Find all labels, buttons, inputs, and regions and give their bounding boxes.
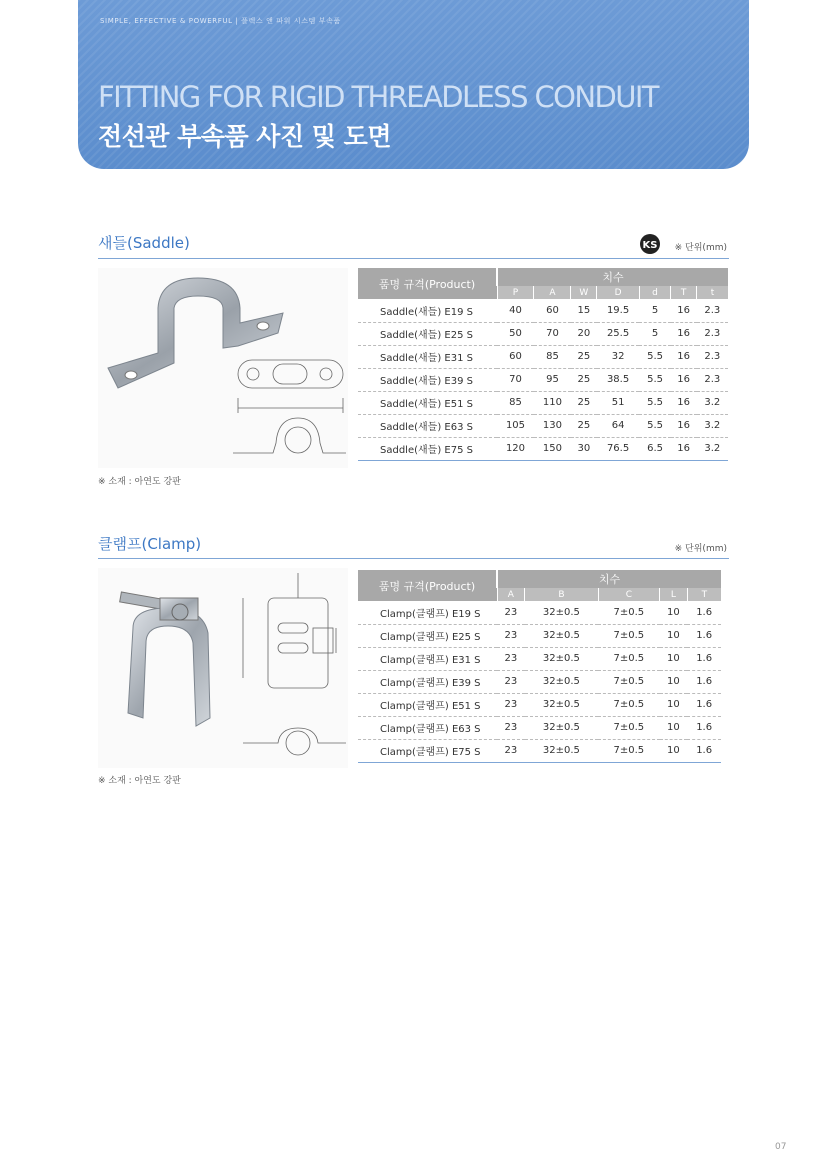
dimension-cell: 10 <box>660 693 688 716</box>
table-row <box>358 437 728 460</box>
dimension-cell: 60 <box>497 345 534 368</box>
table-row <box>358 716 721 739</box>
page-number: 07 <box>775 1142 787 1152</box>
table-row <box>358 601 721 624</box>
saddle-col-header: t <box>697 286 728 299</box>
dimension-cell: 32±0.5 <box>525 739 598 762</box>
dimension-cell: 40 <box>497 299 534 322</box>
clamp-col-header: T <box>687 588 721 601</box>
page-title-korean: 전선관 부속품 사진 및 도면 <box>98 122 391 151</box>
dimension-cell: 32±0.5 <box>525 693 598 716</box>
dimension-cell: 10 <box>660 739 688 762</box>
product-name-cell: Clamp(클램프) E19 S <box>358 601 497 624</box>
product-name-cell: Clamp(클램프) E51 S <box>358 693 497 716</box>
dimension-cell: 20 <box>571 322 597 345</box>
dimension-cell: 19.5 <box>597 299 640 322</box>
clamp-dimension-header: 치수 <box>497 570 721 588</box>
dimension-cell: 7±0.5 <box>598 670 659 693</box>
dimension-cell: 7±0.5 <box>598 693 659 716</box>
dimension-cell: 23 <box>497 739 525 762</box>
clamp-col-header: C <box>598 588 659 601</box>
product-name-cell: Saddle(새들) E25 S <box>358 322 497 345</box>
dimension-cell: 5.5 <box>639 368 670 391</box>
product-name-cell: Clamp(클램프) E31 S <box>358 647 497 670</box>
dimension-cell: 7±0.5 <box>598 601 659 624</box>
dimension-cell: 1.6 <box>687 716 721 739</box>
saddle-product-header: 품명 규격(Product) <box>358 268 497 299</box>
dimension-cell: 1.6 <box>687 739 721 762</box>
dimension-cell: 7±0.5 <box>598 716 659 739</box>
product-name-cell: Saddle(새들) E51 S <box>358 391 497 414</box>
clamp-col-header: A <box>497 588 525 601</box>
dimension-cell: 10 <box>660 624 688 647</box>
dimension-cell: 60 <box>534 299 571 322</box>
table-row <box>358 647 721 670</box>
page-header-banner <box>78 0 749 169</box>
table-row <box>358 391 728 414</box>
clamp-product-header: 품명 규격(Product) <box>358 570 497 601</box>
dimension-cell: 16 <box>671 368 697 391</box>
dimension-cell: 64 <box>597 414 640 437</box>
dimension-cell: 1.6 <box>687 670 721 693</box>
dimension-cell: 25 <box>571 368 597 391</box>
dimension-cell: 23 <box>497 670 525 693</box>
dimension-cell: 3.2 <box>697 391 728 414</box>
clamp-technical-drawing <box>243 573 346 755</box>
saddle-col-header: A <box>534 286 571 299</box>
dimension-cell: 10 <box>660 716 688 739</box>
dimension-cell: 25.5 <box>597 322 640 345</box>
saddle-technical-drawing <box>233 360 346 453</box>
product-name-cell: Saddle(새들) E31 S <box>358 345 497 368</box>
dimension-cell: 16 <box>671 391 697 414</box>
saddle-photo <box>108 278 283 388</box>
dimension-cell: 5 <box>639 299 670 322</box>
table-row <box>358 299 728 322</box>
dimension-cell: 10 <box>660 601 688 624</box>
dimension-cell: 23 <box>497 624 525 647</box>
dimension-cell: 32±0.5 <box>525 647 598 670</box>
table-row <box>358 414 728 437</box>
saddle-col-header: d <box>639 286 670 299</box>
dimension-cell: 16 <box>671 345 697 368</box>
dimension-cell: 70 <box>497 368 534 391</box>
product-name-cell: Clamp(클램프) E39 S <box>358 670 497 693</box>
clamp-col-header: L <box>660 588 688 601</box>
saddle-section-rule <box>98 258 729 259</box>
dimension-cell: 15 <box>571 299 597 322</box>
saddle-spec-table <box>358 268 728 461</box>
ks-certification-icon <box>639 233 661 255</box>
product-name-cell: Clamp(클램프) E75 S <box>358 739 497 762</box>
dimension-cell: 3.2 <box>697 414 728 437</box>
dimension-cell: 6.5 <box>639 437 670 460</box>
dimension-cell: 3.2 <box>697 437 728 460</box>
page-title-english: FITTING FOR RIGID THREADLESS CONDUIT <box>98 80 658 114</box>
saddle-col-header: W <box>571 286 597 299</box>
dimension-cell: 23 <box>497 647 525 670</box>
dimension-cell: 1.6 <box>687 647 721 670</box>
dimension-cell: 105 <box>497 414 534 437</box>
dimension-cell: 16 <box>671 299 697 322</box>
table-row <box>358 345 728 368</box>
dimension-cell: 16 <box>671 414 697 437</box>
clamp-section-title: 클램프(Clamp) <box>98 535 202 553</box>
dimension-cell: 110 <box>534 391 571 414</box>
dimension-cell: 1.6 <box>687 624 721 647</box>
dimension-cell: 5 <box>639 322 670 345</box>
saddle-table-body <box>358 299 728 460</box>
dimension-cell: 7±0.5 <box>598 739 659 762</box>
dimension-cell: 95 <box>534 368 571 391</box>
dimension-cell: 51 <box>597 391 640 414</box>
header-tagline: SIMPLE, EFFECTIVE & POWERFUL | 플렉스 앤 파워 시스템 부속품 <box>100 17 341 25</box>
clamp-illustration <box>98 568 348 768</box>
dimension-cell: 76.5 <box>597 437 640 460</box>
dimension-cell: 120 <box>497 437 534 460</box>
dimension-cell: 1.6 <box>687 693 721 716</box>
product-name-cell: Saddle(새들) E63 S <box>358 414 497 437</box>
dimension-cell: 25 <box>571 414 597 437</box>
clamp-photo <box>120 592 210 726</box>
table-row <box>358 624 721 647</box>
product-name-cell: Saddle(새들) E19 S <box>358 299 497 322</box>
dimension-cell: 10 <box>660 647 688 670</box>
dimension-cell: 5.5 <box>639 345 670 368</box>
table-row <box>358 693 721 716</box>
clamp-spec-table <box>358 570 721 763</box>
dimension-cell: 30 <box>571 437 597 460</box>
dimension-cell: 32±0.5 <box>525 670 598 693</box>
dimension-cell: 5.5 <box>639 391 670 414</box>
dimension-cell: 16 <box>671 437 697 460</box>
clamp-section-rule <box>98 558 729 559</box>
saddle-col-header: D <box>597 286 640 299</box>
dimension-cell: 50 <box>497 322 534 345</box>
dimension-cell: 10 <box>660 670 688 693</box>
product-name-cell: Clamp(클램프) E25 S <box>358 624 497 647</box>
dimension-cell: 2.3 <box>697 299 728 322</box>
saddle-unit-label: ※ 단위(mm) <box>674 243 727 253</box>
saddle-photo-and-drawing <box>98 268 348 468</box>
dimension-cell: 85 <box>534 345 571 368</box>
table-row <box>358 739 721 762</box>
saddle-col-header: T <box>671 286 697 299</box>
dimension-cell: 25 <box>571 345 597 368</box>
dimension-cell: 23 <box>497 601 525 624</box>
dimension-cell: 23 <box>497 716 525 739</box>
clamp-material-note: ※ 소재 : 아연도 강판 <box>98 776 181 786</box>
clamp-col-header: B <box>525 588 598 601</box>
dimension-cell: 2.3 <box>697 322 728 345</box>
dimension-cell: 150 <box>534 437 571 460</box>
dimension-cell: 38.5 <box>597 368 640 391</box>
dimension-cell: 32 <box>597 345 640 368</box>
clamp-unit-label: ※ 단위(mm) <box>674 544 727 554</box>
dimension-cell: 1.6 <box>687 601 721 624</box>
dimension-cell: 7±0.5 <box>598 624 659 647</box>
product-name-cell: Saddle(새들) E75 S <box>358 437 497 460</box>
dimension-cell: 2.3 <box>697 368 728 391</box>
dimension-cell: 70 <box>534 322 571 345</box>
dimension-cell: 5.5 <box>639 414 670 437</box>
saddle-material-note: ※ 소재 : 아연도 강판 <box>98 477 181 487</box>
clamp-photo-and-drawing <box>98 568 348 768</box>
product-name-cell: Clamp(클램프) E63 S <box>358 716 497 739</box>
clamp-table-body <box>358 601 721 762</box>
dimension-cell: 130 <box>534 414 571 437</box>
dimension-cell: 2.3 <box>697 345 728 368</box>
table-row <box>358 670 721 693</box>
saddle-section-title: 새들(Saddle) <box>98 234 190 252</box>
dimension-cell: 7±0.5 <box>598 647 659 670</box>
saddle-dimension-header: 치수 <box>497 268 728 286</box>
dimension-cell: 32±0.5 <box>525 624 598 647</box>
dimension-cell: 32±0.5 <box>525 601 598 624</box>
product-name-cell: Saddle(새들) E39 S <box>358 368 497 391</box>
table-row <box>358 322 728 345</box>
ks-mark-text: KS <box>642 240 658 251</box>
dimension-cell: 25 <box>571 391 597 414</box>
dimension-cell: 85 <box>497 391 534 414</box>
dimension-cell: 32±0.5 <box>525 716 598 739</box>
dimension-cell: 23 <box>497 693 525 716</box>
dimension-cell: 16 <box>671 322 697 345</box>
table-row <box>358 368 728 391</box>
saddle-col-header: P <box>497 286 534 299</box>
saddle-illustration <box>98 268 348 468</box>
